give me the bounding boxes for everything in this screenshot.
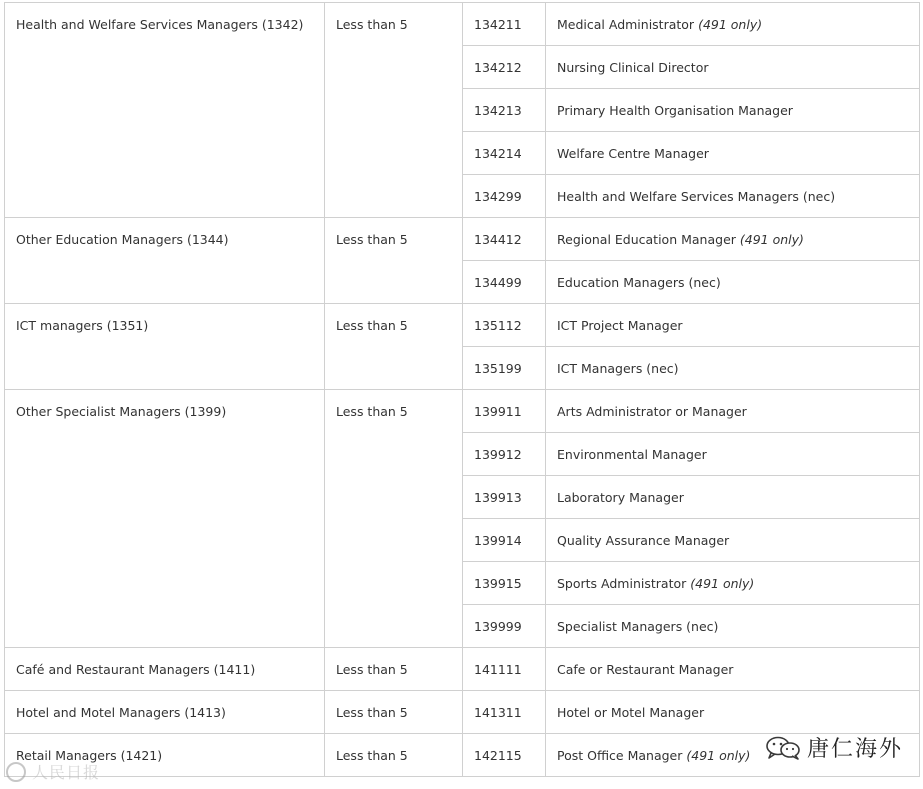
occupation-title-cell [546, 218, 920, 261]
occupation-title: Sports Administrator [557, 575, 687, 591]
occupation-title-cell [546, 390, 920, 433]
experience-level-cell: Less than 5 [325, 648, 463, 691]
wechat-icon [765, 736, 801, 760]
occupation-title-cell [546, 261, 920, 304]
occupation-title-cell [546, 433, 920, 476]
anzsco-code-cell: 134412 [463, 218, 546, 261]
anzsco-code-cell: 134212 [463, 46, 546, 89]
occupation-title-cell [546, 605, 920, 648]
occupation-title: Hotel or Motel Manager [557, 704, 705, 720]
anzsco-code-cell: 134299 [463, 175, 546, 218]
occupation-title-cell [546, 347, 920, 390]
occupation-title: Primary Health Organisation Manager [557, 102, 793, 118]
unit-group-cell: Other Specialist Managers (1399) [5, 390, 325, 648]
anzsco-code-cell: 134499 [463, 261, 546, 304]
occupation-title: Education Managers (nec) [557, 274, 721, 290]
occupation-title: Regional Education Manager [557, 231, 736, 247]
anzsco-code-cell: 142115 [463, 734, 546, 777]
occupation-title-cell [546, 562, 920, 605]
anzsco-code-cell: 139914 [463, 519, 546, 562]
occupation-title: Laboratory Manager [557, 489, 684, 505]
visa-note: (491 only) [739, 231, 804, 247]
experience-level-cell: Less than 5 [325, 390, 463, 648]
unit-group-cell: Health and Welfare Services Managers (1342) [5, 3, 325, 218]
table-row [5, 648, 920, 691]
experience-level-cell: Less than 5 [325, 3, 463, 218]
occupation-title-cell [546, 648, 920, 691]
faint-watermark-text: 人民日报 [32, 763, 101, 782]
unit-group-cell: Café and Restaurant Managers (1411) [5, 648, 325, 691]
brand-watermark [765, 732, 903, 763]
occupation-table [4, 2, 920, 777]
occupation-title-cell [546, 304, 920, 347]
occupation-title: Specialist Managers (nec) [557, 618, 719, 634]
visa-note: (491 only) [698, 16, 763, 32]
table-row [5, 3, 920, 46]
occupation-title: Cafe or Restaurant Manager [557, 661, 734, 677]
anzsco-code-cell: 134213 [463, 89, 546, 132]
table-row [5, 390, 920, 433]
occupation-title: Medical Administrator [557, 16, 695, 32]
occupation-title: Nursing Clinical Director [557, 59, 709, 75]
occupation-title-cell [546, 691, 920, 734]
occupation-title-cell [546, 519, 920, 562]
anzsco-code-cell: 141111 [463, 648, 546, 691]
occupation-title-cell [546, 476, 920, 519]
watermark-logo-icon [6, 762, 26, 782]
table-row [5, 218, 920, 261]
unit-group-cell: Hotel and Motel Managers (1413) [5, 691, 325, 734]
occupation-title: Arts Administrator or Manager [557, 403, 747, 419]
faint-watermark [6, 760, 100, 783]
anzsco-code-cell: 134211 [463, 3, 546, 46]
occupation-title: Quality Assurance Manager [557, 532, 730, 548]
occupation-title-cell [546, 46, 920, 89]
anzsco-code-cell: 134214 [463, 132, 546, 175]
unit-group-cell: Retail Managers (1421) [5, 734, 325, 777]
anzsco-code-cell: 139999 [463, 605, 546, 648]
table-row [5, 691, 920, 734]
experience-level-cell: Less than 5 [325, 734, 463, 777]
anzsco-code-cell: 139913 [463, 476, 546, 519]
anzsco-code-cell: 139911 [463, 390, 546, 433]
experience-level-cell: Less than 5 [325, 218, 463, 304]
occupation-title-cell [546, 89, 920, 132]
occupation-title-cell [546, 132, 920, 175]
anzsco-code-cell: 135199 [463, 347, 546, 390]
anzsco-code-cell: 139915 [463, 562, 546, 605]
anzsco-code-cell: 135112 [463, 304, 546, 347]
visa-note: (491 only) [690, 575, 755, 591]
occupation-title-cell [546, 3, 920, 46]
occupation-title: Environmental Manager [557, 446, 707, 462]
occupation-title: ICT Managers (nec) [557, 360, 679, 376]
occupation-title: ICT Project Manager [557, 317, 683, 333]
experience-level-cell: Less than 5 [325, 691, 463, 734]
occupation-title-cell [546, 175, 920, 218]
anzsco-code-cell: 141311 [463, 691, 546, 734]
occupation-title: Health and Welfare Services Managers (nec) [557, 188, 836, 204]
unit-group-cell: Other Education Managers (1344) [5, 218, 325, 304]
occupation-title: Post Office Manager [557, 747, 683, 763]
experience-level-cell: Less than 5 [325, 304, 463, 390]
anzsco-code-cell: 139912 [463, 433, 546, 476]
visa-note: (491 only) [686, 747, 751, 763]
table-row [5, 304, 920, 347]
brand-watermark-text: 唐仁海外 [806, 737, 903, 762]
occupation-title: Welfare Centre Manager [557, 145, 709, 161]
unit-group-cell: ICT managers (1351) [5, 304, 325, 390]
